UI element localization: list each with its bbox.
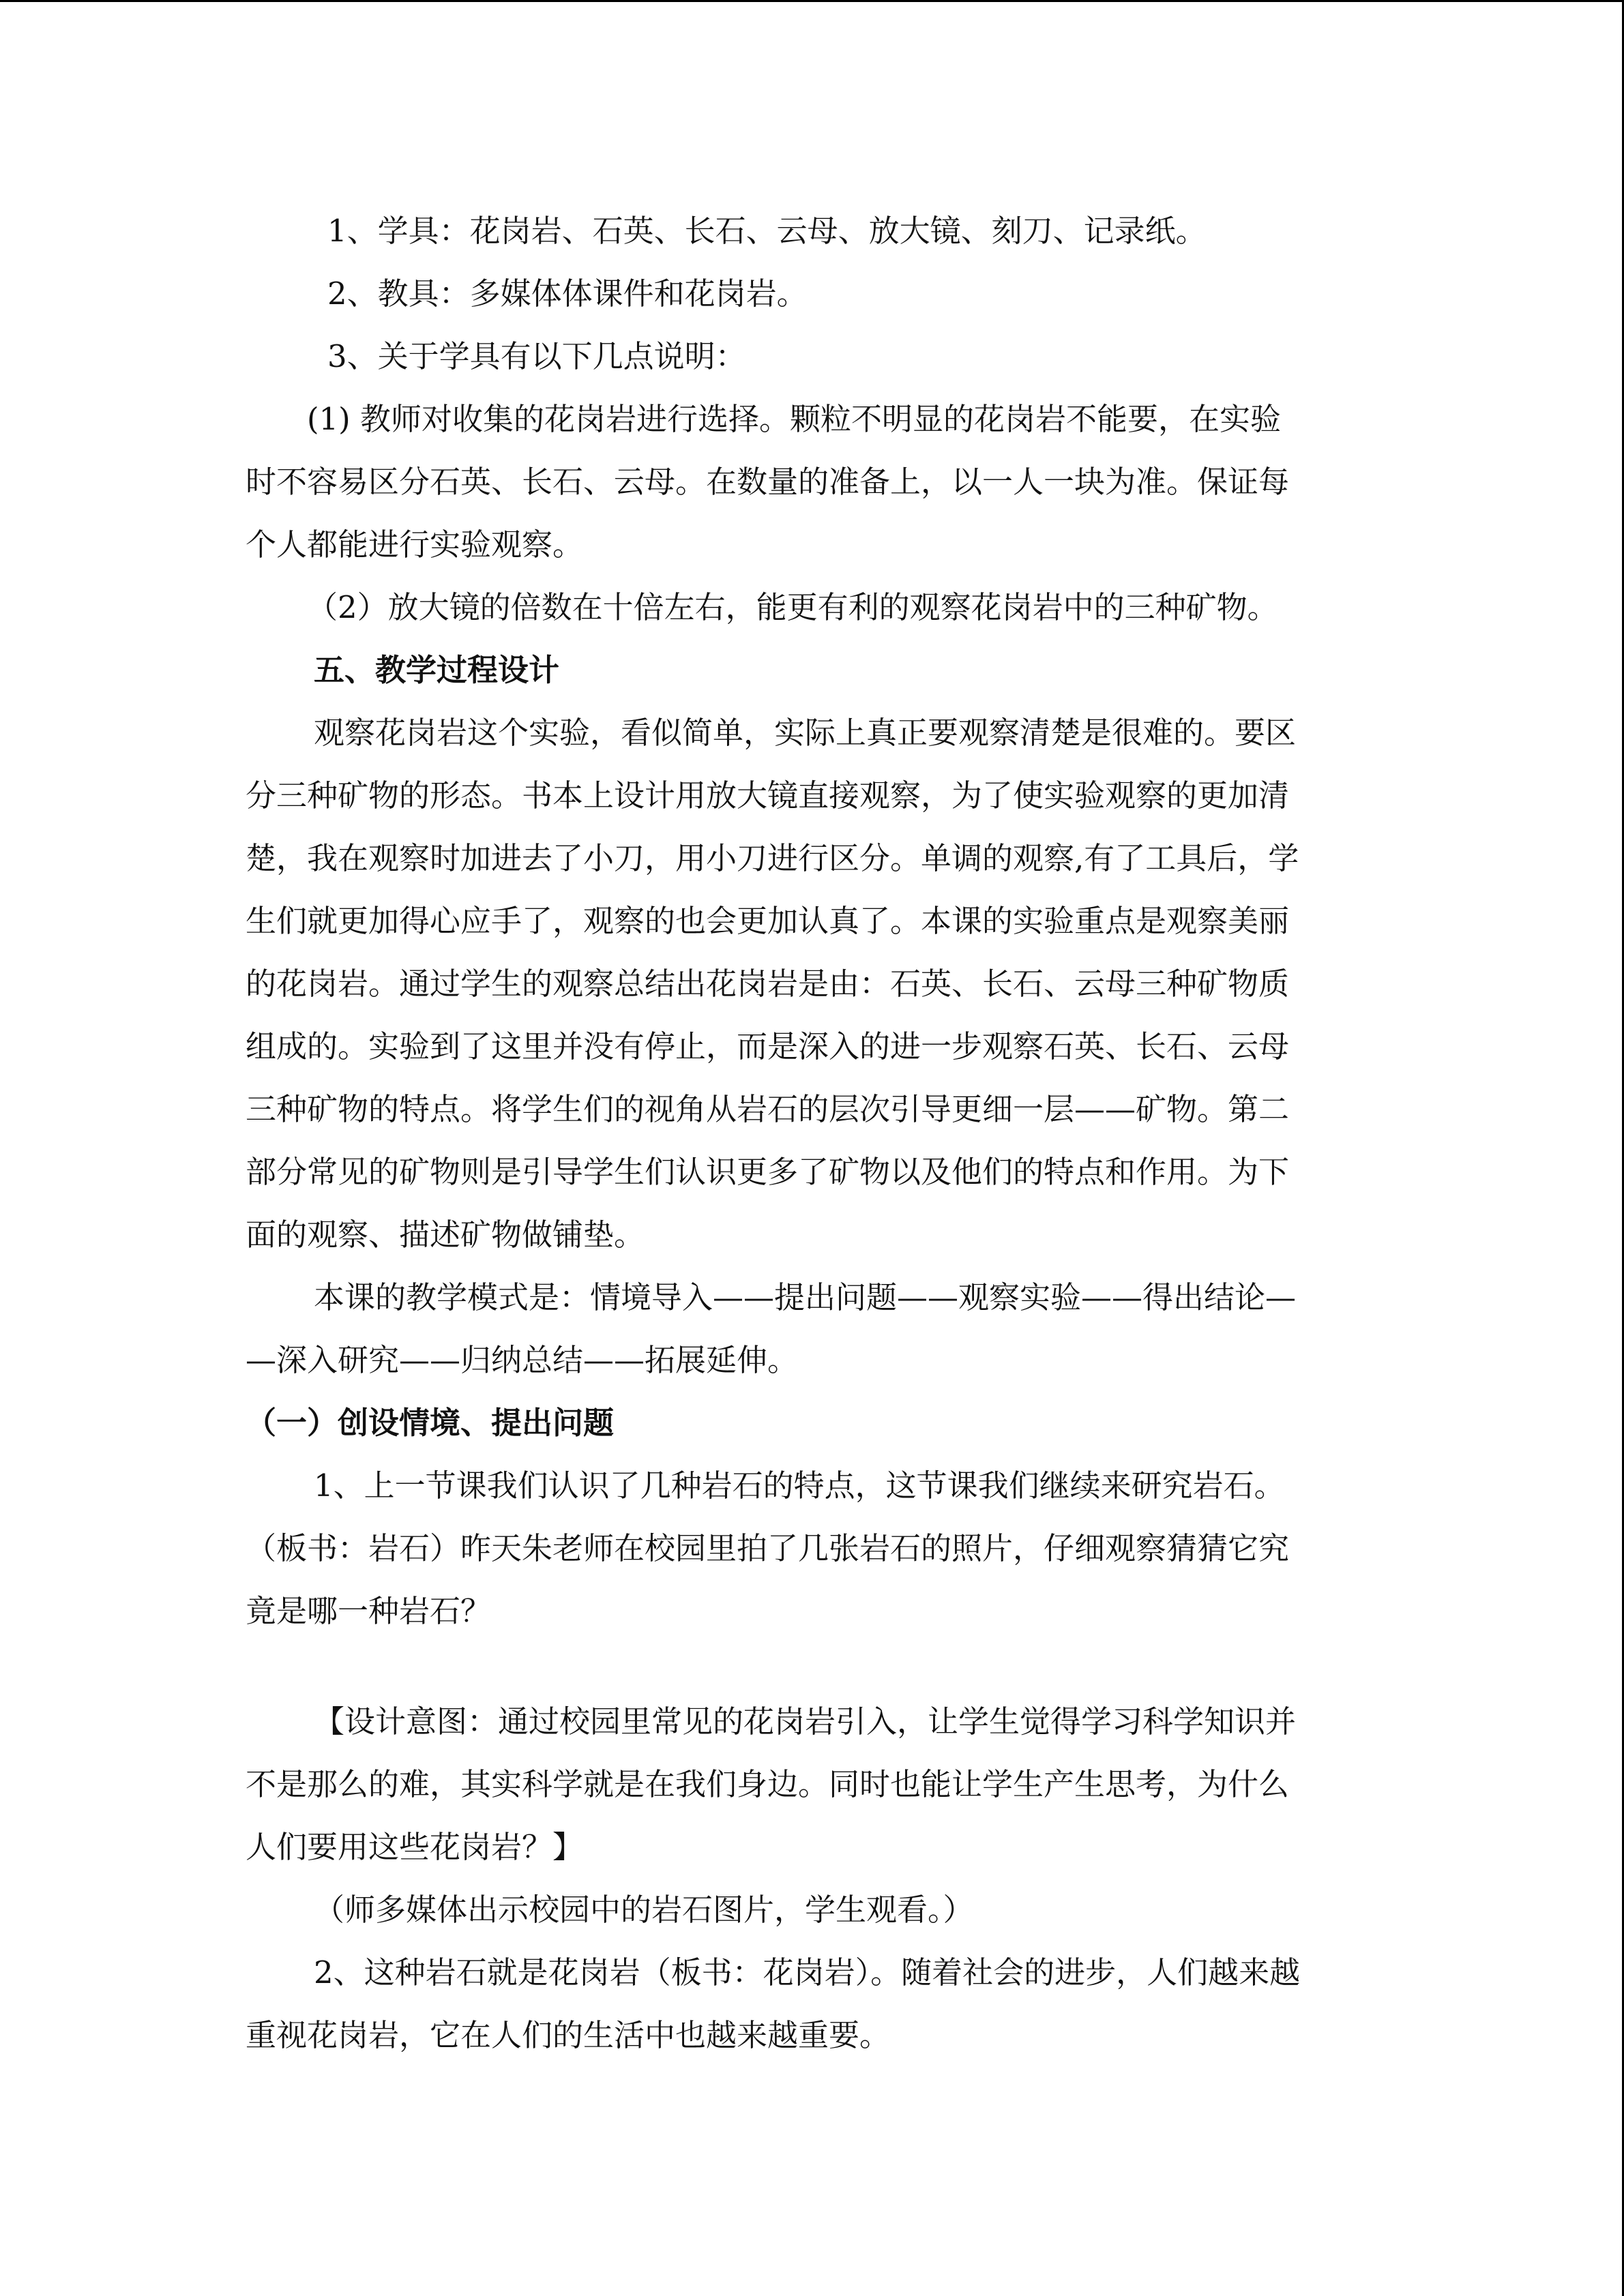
text-line: （2）放大镜的倍数在十倍左右，能更有利的观察花岗岩中的三种矿物。 (307, 589, 1278, 625)
text-line: 重视花岗岩，它在人们的生活中也越来越重要。 (246, 2017, 891, 2053)
text-line: 分三种矿物的形态。书本上设计用放大镜直接观察，为了使实验观察的更加清 (246, 777, 1290, 814)
text-line: 三种矿物的特点。将学生们的视角从岩石的层次引导更细一层——矿物。第二 (246, 1091, 1290, 1127)
text-line: 2、这种岩石就是花岗岩（板书：花岗岩）。随着社会的进步，人们越来越 (314, 1954, 1301, 1991)
text-line: 面的观察、描述矿物做铺垫。 (246, 1217, 645, 1253)
text-line: (1) 教师对收集的花岗岩进行选择。颗粒不明显的花岗岩不能要，在实验 (307, 401, 1282, 437)
text-line: 的花岗岩。通过学生的观察总结出花岗岩是由：石英、长石、云母三种矿物质 (246, 966, 1290, 1002)
text-line: 个人都能进行实验观察。 (246, 526, 584, 563)
text-line: 2、教具：多媒体体课件和花岗岩。 (327, 275, 808, 312)
text-line: 观察花岗岩这个实验，看似简单，实际上真正要观察清楚是很难的。要区 (314, 715, 1297, 751)
text-line: 部分常见的矿物则是引导学生们认识更多了矿物以及他们的特点和作用。为下 (246, 1154, 1290, 1190)
text-line: （师多媒体出示校园中的岩石图片，学生观看。） (314, 1892, 974, 1928)
text-line: 本课的教学模式是：情境导入——提出问题——观察实验——得出结论— (314, 1279, 1297, 1315)
text-line: 时不容易区分石英、长石、云母。在数量的准备上，以一人一块为准。保证每 (246, 464, 1290, 500)
text-line (246, 1643, 1378, 1690)
text-line: （板书：岩石）昨天朱老师在校园里拍了几张岩石的照片，仔细观察猜猜它究 (246, 1530, 1290, 1566)
text-line: 竟是哪一种岩石？ (246, 1593, 492, 1629)
text-line: 人们要用这些花岗岩？】 (246, 1829, 584, 1865)
document-body (246, 200, 1378, 2067)
section-heading: 五、教学过程设计 (314, 652, 560, 688)
text-line: 组成的。实验到了这里并没有停止，而是深入的进一步观察石英、长石、云母 (246, 1028, 1290, 1064)
text-line: 楚，我在观察时加进去了小刀，用小刀进行区分。单调的观察,有了工具后，学 (246, 840, 1299, 876)
text-line: 生们就更加得心应手了，观察的也会更加认真了。本课的实验重点是观察美丽 (246, 903, 1290, 939)
text-line: 1、学具：花岗岩、石英、长石、云母、放大镜、刻刀、记录纸。 (327, 213, 1207, 249)
text-line: 3、关于学具有以下几点说明： (327, 338, 746, 374)
section-heading: （一）创设情境、提出问题 (246, 1405, 615, 1441)
text-line: 不是那么的难，其实科学就是在我们身边。同时也能让学生产生思考，为什么 (246, 1766, 1290, 1802)
text-line: 【设计意图：通过校园里常见的花岗岩引入，让学生觉得学习科学知识并 (314, 1703, 1297, 1740)
text-line: —深入研究——归纳总结——拓展延伸。 (246, 1342, 799, 1378)
text-line: 1、上一节课我们认识了几种岩石的特点，这节课我们继续来研究岩石。 (314, 1467, 1285, 1504)
